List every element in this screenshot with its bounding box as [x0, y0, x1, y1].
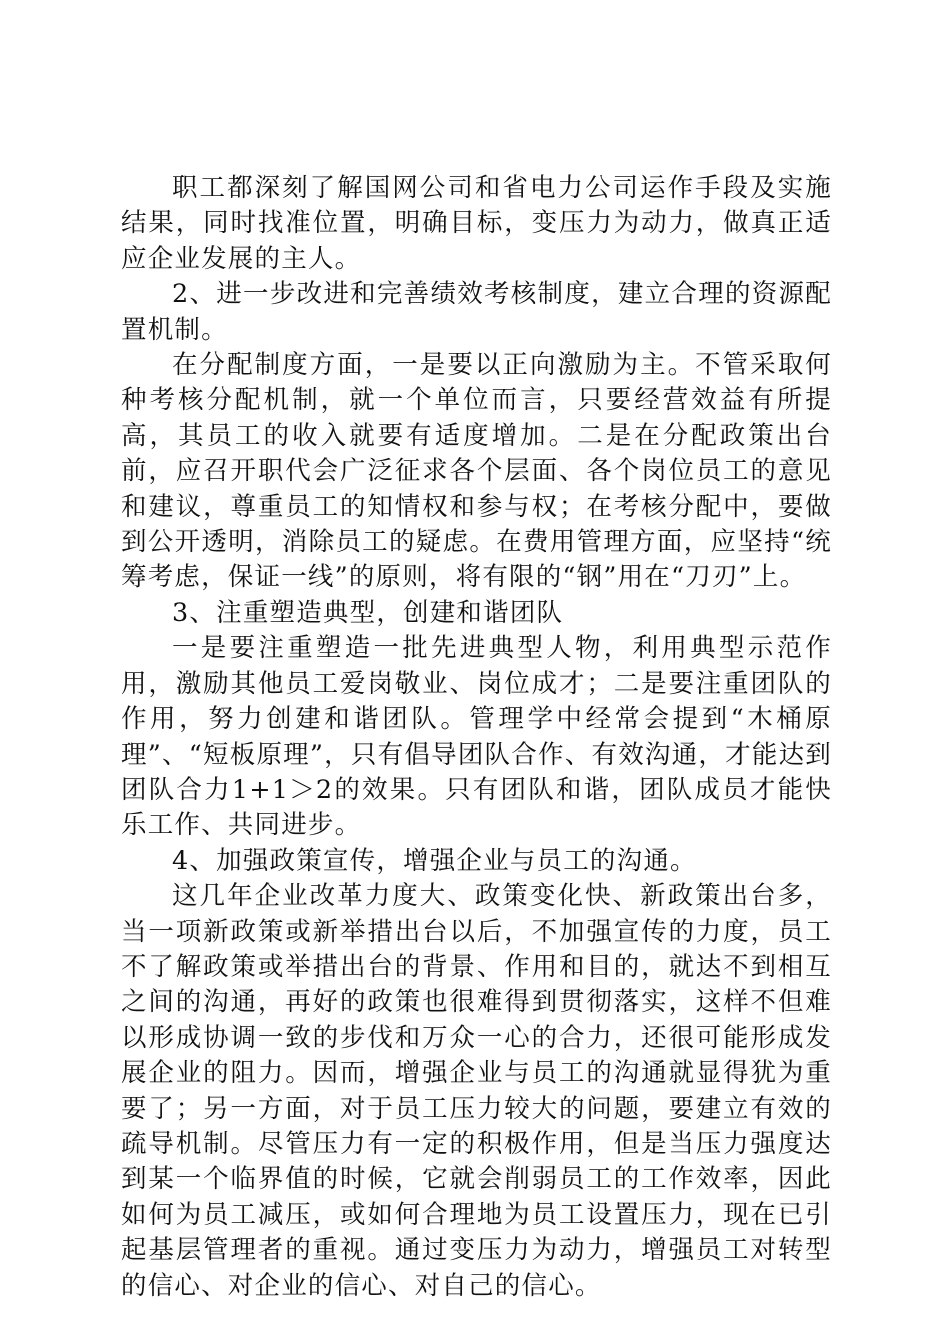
- heading-performance-appraisal: 2、进一步改进和完善绩效考核制度，建立合理的资源配置机制。: [121, 279, 832, 345]
- paragraph-team-harmony: 一是要注重塑造一批先进典型人物，利用典型示范作用，激励其他员工爱岗敬业、岗位成才；二是要注重团队的作用，努力创建和谐团队。管理学中经常会提到“木桶原理”、“短板原理”，只有倡导团队合作、有效沟通，才能达到团队合力1+1＞2的效果。只有团队和谐，团队成员才能快乐工作、共同进步。: [121, 633, 832, 841]
- paragraph-policy-communication: 这几年企业改革力度大、政策变化快、新政策出台多，当一项新政策或新举措出台以后，不加强宣传的力度，员工不了解政策或举措出台的背景、作用和目的，就达不到相互之间的沟通，再好的政策也很难得到贯彻落实，这样不但难以形成协调一致的步伐和万众一心的合力，还很可能形成发展企业的阻力。因而，增强企业与员工的沟通就显得犹为重要了；另一方面，对于员工压力较大的问题，要建立有效的疏导机制。尽管压力有一定的积极作用，但是当压力强度达到某一个临界值的时候，它就会削弱员工的工作效率，因此如何为员工减压，或如何合理地为员工设置压力，现在已引起基层管理者的重视。通过变压力为动力，增强员工对转型的信心、对企业的信心、对自己的信心。: [121, 881, 832, 1301]
- paragraph-intro-conclusion: 职工都深刻了解国网公司和省电力公司运作手段及实施结果，同时找准位置，明确目标，变压力为动力，做真正适应企业发展的主人。: [121, 173, 832, 274]
- document-body: [121, 171, 832, 1304]
- heading-policy-communication: 4、加强政策宣传，增强企业与员工的沟通。: [172, 845, 697, 876]
- heading-typical-models-team: 3、注重塑造典型，创建和谐团队: [172, 597, 564, 628]
- paragraph-distribution-system: 在分配制度方面，一是要以正向激励为主。不管采取何种考核分配机制，就一个单位而言，只要经营效益有所提高，其员工的收入就要有适度增加。二是在分配政策出台前，应召开职代会广泛征求各个层面、各个岗位员工的意见和建议，尊重员工的知情权和参与权；在考核分配中，要做到公开透明，消除员工的疑虑。在费用管理方面，应坚持“统筹考虑，保证一线”的原则，将有限的“钢”用在“刀刃”上。: [121, 350, 832, 593]
